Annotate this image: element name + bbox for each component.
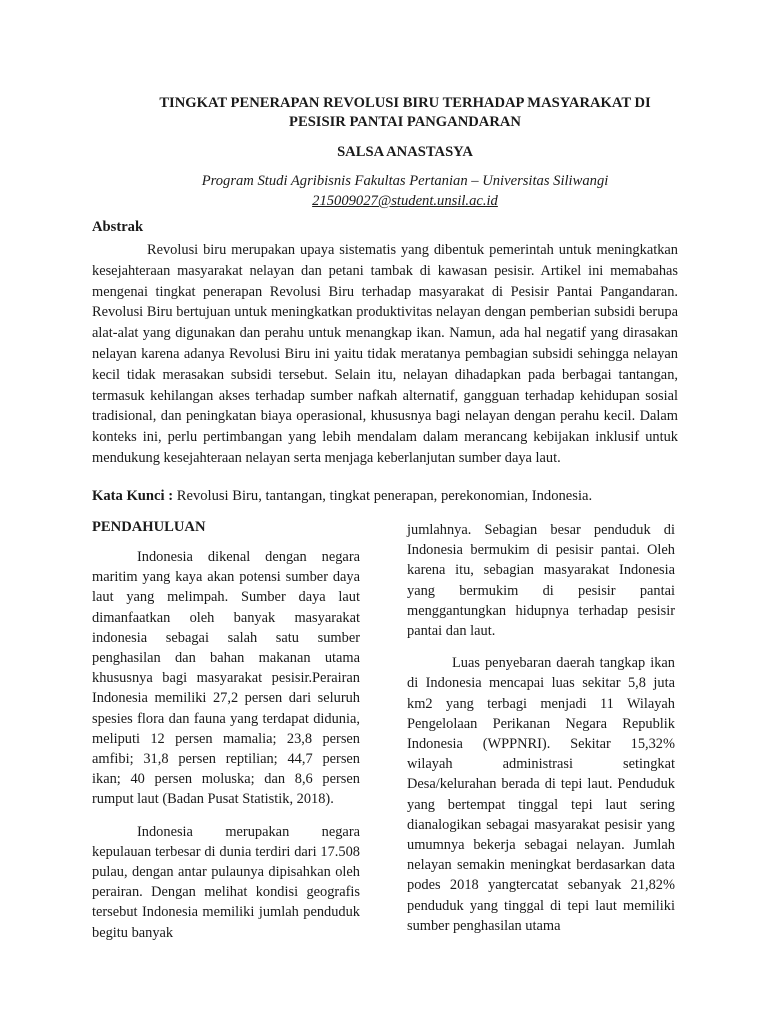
keywords-label: Kata Kunci : bbox=[92, 488, 174, 504]
author-email-link[interactable]: 215009027@student.unsil.ac.id bbox=[312, 193, 498, 209]
keywords-text: Revolusi Biru, tantangan, tingkat penerapan, perekonomian, Indonesia. bbox=[173, 488, 593, 504]
keywords-line bbox=[92, 488, 678, 505]
affiliation: Program Studi Agribisnis Fakultas Pertanian – Universitas Siliwangi bbox=[201, 173, 609, 189]
right-column bbox=[407, 520, 675, 948]
author-name: SALSA ANASTASYA bbox=[337, 144, 473, 160]
paper-title bbox=[100, 94, 710, 132]
intro-paragraph-3: jumlahnya. Sebagian besar penduduk di Indonesia bermukim di pesisir pantai. Oleh karena itu, sebagian masyarakat Indonesia yang bermukim di pesisir pantai menggantungkan hidupnya terhadap pesisir pantai dan laut. bbox=[407, 522, 675, 640]
abstract-text: Revolusi biru merupakan upaya sistematis yang dibentuk pemerintah untuk meningkatkan kesejahteraan masyarakat nelayan dan petani tambak di kawasan pesisir. Artikel ini memabahas mengenai tingkat penerapan Revolusi Biru terhadap masyarakat di Pesisir Pantai Pangandaran. Revolusi Biru bertujuan untuk meningkatkan produktivitas nelayan dengan pemberian subsidi berupa alat-alat yang digunakan dan perahu untuk menangkap ikan. Namun, ada hal negatif yang dirasakan nelayan karena adanya Revolusi Biru ini yaitu tidak meratanya pembagian subsidi sehingga nelayan kecil tidak merasakan subsidi tersebut. Selain itu, nelayan dihadapkan pada berbagai tantangan, termasuk kehilangan akses terhadap sumber nafkah alternatif, gangguan terhadap kehidupan sosial tradisional, dan peningkatan biaya operasional, khususnya bagi nelayan dengan perahu kecil. Dalam konteks ini, perlu pertimbangan yang lebih mendalam dalam merancang kebijakan inklusif untuk mendukung kesejahteraan nelayan serta menjaga keberlanjutan sumber daya laut. bbox=[92, 242, 678, 466]
intro-paragraph-1: Indonesia dikenal dengan negara maritim yang kaya akan potensi sumber daya laut yang melimpah. Sumber daya laut dimanfaatkan oleh banyak masyarakat indonesia sebagai salah satu sumber penghasilan dan bahan makanan utama khususnya bagi masyarakat pesisir.Perairan Indonesia memiliki 27,2 persen dari seluruh spesies flora dan fauna yang terdapat didunia, meliputi 12 persen mamalia; 23,8 persen amfibi; 31,8 persen reptilian; 44,7 persen ikan; 40 persen moluska; dan 8,6 persen rumput laut (Badan Pusat Statistik, 2018). bbox=[92, 549, 360, 808]
intro-paragraph-4: Luas penyebaran daerah tangkap ikan di Indonesia mencapai luas sekitar 5,8 juta km2 yang terbagi menjadi 11 Wilayah Pengelolaan Perikanan Negara Republik Indonesia (WPPNRI). Sekitar 15,32% wilayah administrasi setingkat Desa/kelurahan berada di tepi laut. Penduduk yang bertempat tinggal tepi laut sering dianalogikan sebagai masyarakat pesisir yang umumnya bekerja sebagai nelayan. Jumlah nelayan semakin meningkat berdasarkan data podes 2018 yangtercatat sebanyak 21,82% penduduk yang tinggal di tepi laut memiliki sumber penghasilan utama bbox=[407, 655, 675, 934]
section-heading-intro: PENDAHULUAN bbox=[92, 519, 206, 535]
intro-paragraph-2: Indonesia merupakan negara kepulauan terbesar di dunia terdiri dari 17.508 pulau, dengan antar pulaunya dipisahkan oleh perairan. Dengan melihat kondisi geografis tersebut Indonesia memiliki jumlah penduduk begitu banyak bbox=[92, 823, 360, 941]
title-line-1: TINGKAT PENERAPAN REVOLUSI BIRU TERHADAP MASYARAKAT DI bbox=[159, 95, 651, 111]
affiliation-block bbox=[100, 171, 710, 211]
title-line-2: PESISIR PANTAI PANGANDARAN bbox=[289, 114, 521, 130]
abstract-heading: Abstrak bbox=[92, 219, 144, 235]
left-column bbox=[92, 517, 360, 955]
